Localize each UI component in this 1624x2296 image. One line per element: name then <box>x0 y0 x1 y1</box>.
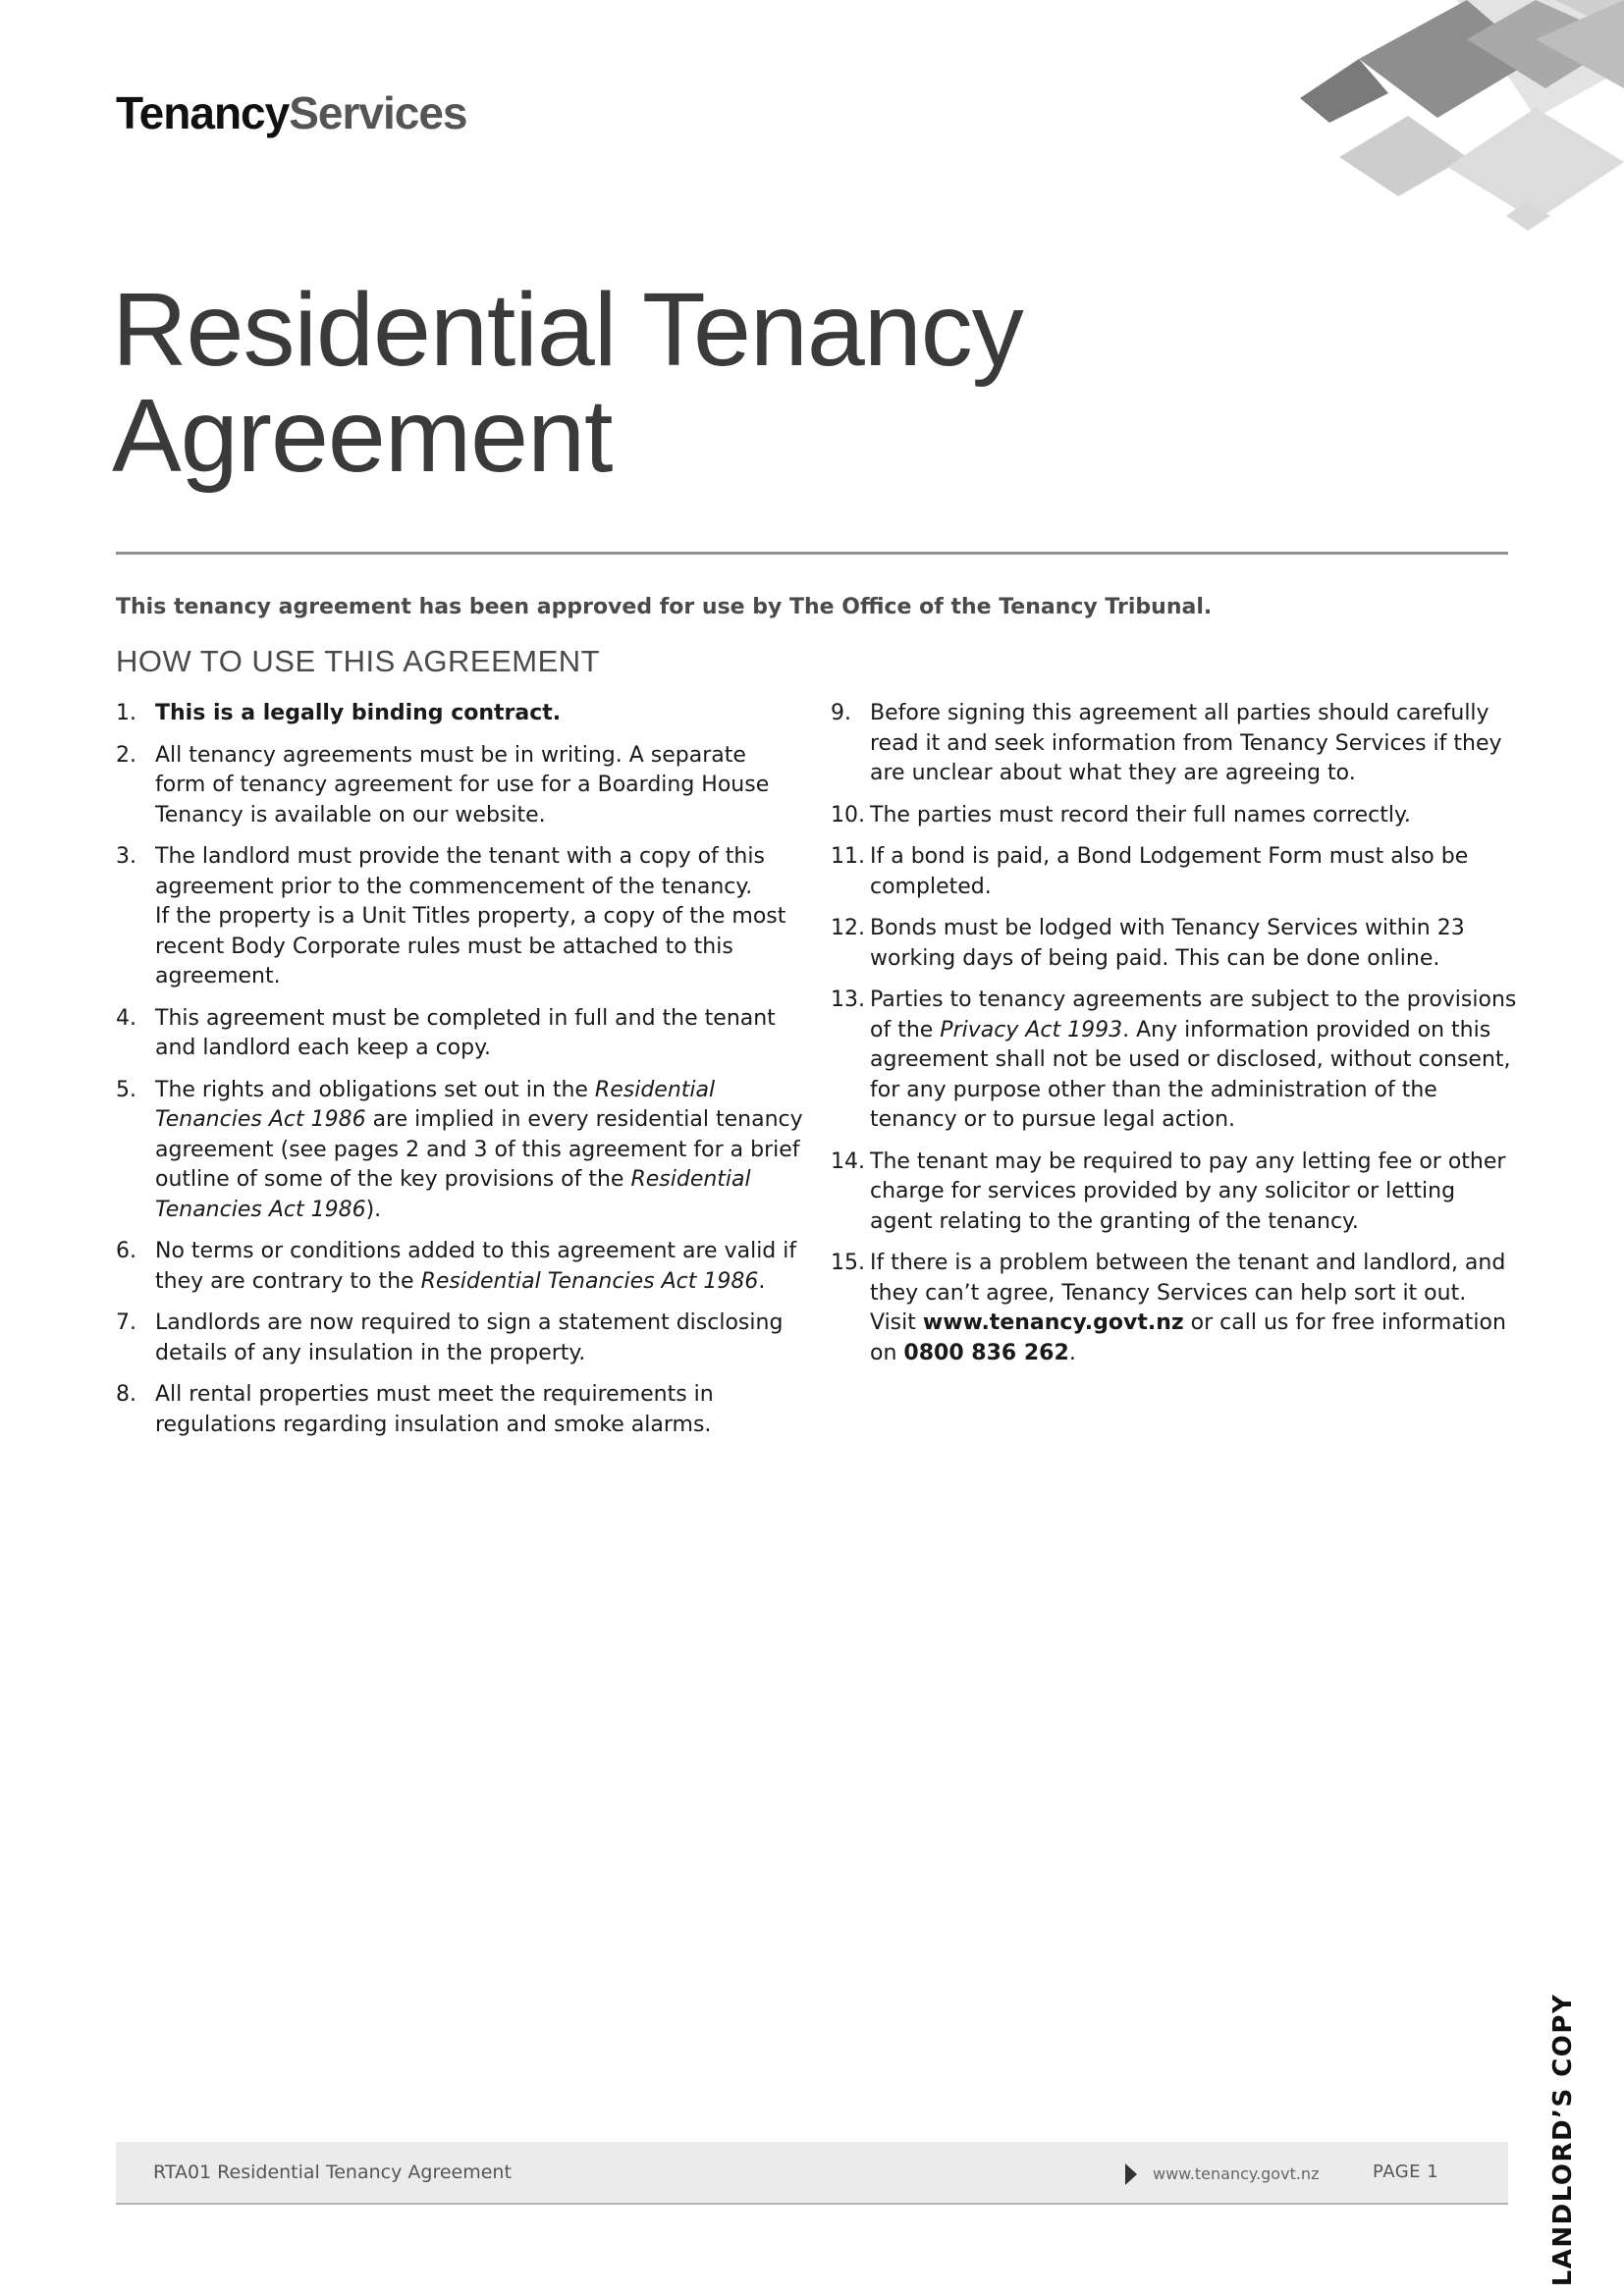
list-item-text <box>155 741 803 831</box>
instructions-list-left <box>116 699 803 1440</box>
list-item-number: 4. <box>116 1005 136 1031</box>
text-segment: . <box>1068 1340 1076 1365</box>
list-item <box>116 1380 803 1440</box>
bold-text: www.tenancy.govt.nz <box>922 1310 1184 1335</box>
list-item-text <box>870 986 1518 1136</box>
list-item-text <box>155 1380 803 1440</box>
footer-website-link[interactable]: www.tenancy.govt.nz <box>1153 2164 1320 2183</box>
list-item-text <box>155 1076 803 1226</box>
italic-text: Residential Tenancies Act 1986 <box>155 1077 716 1132</box>
list-item-number: 9. <box>831 701 851 725</box>
text-segment: If the property is a Unit Titles property, a copy of the most recent Body Corporate rules must be attached to this agreement. <box>155 904 786 988</box>
list-item <box>831 914 1518 974</box>
text-segment: ). <box>365 1197 382 1222</box>
title-divider <box>116 552 1508 555</box>
text-segment: All tenancy agreements must be in writing. A separate form of tenancy agreement for use for a Boarding House Tenancy is available on our website. <box>155 742 770 828</box>
text-segment: The rights and obligations set out in the <box>155 1077 595 1102</box>
list-item-text <box>870 1249 1518 1368</box>
list-item-number: 14. <box>831 1148 865 1174</box>
footer-page-number: PAGE 1 <box>1373 2162 1439 2182</box>
text-segment: All rental properties must meet the requirements in regulations regarding insulation and smoke alarms. <box>155 1382 714 1437</box>
copy-type-label-text: LANDLORD’S COPY <box>1548 1993 1578 2287</box>
list-item <box>831 1249 1518 1368</box>
footer-document-reference: RTA01 Residential Tenancy Agreement <box>153 2162 512 2183</box>
logo-text-tenancy: Tenancy <box>116 87 290 138</box>
list-item-text <box>155 842 803 992</box>
text-segment: The tenant may be required to pay any letting fee or other charge for services provided by any solicitor or letting agent relating to the granting of the tenancy. <box>870 1148 1506 1234</box>
logo-text-services: Services <box>289 87 467 138</box>
text-segment: Before signing this agreement all parties should carefully read it and seek information from Tenancy Services if they are unclear about what they are agreeing to. <box>870 701 1502 785</box>
list-item <box>831 986 1518 1136</box>
list-item <box>116 1237 803 1297</box>
text-segment: Landlords are now required to sign a statement disclosing details of any insulation in the property. <box>155 1310 784 1365</box>
list-item-number: 10. <box>831 802 865 828</box>
instructions-list-right <box>831 699 1518 1368</box>
list-item-number: 1. <box>116 701 136 725</box>
text-segment: If there is a problem between the tenant and landlord, and they can’t agree, Tenancy Services can help sort it out. Visit <box>870 1251 1506 1335</box>
text-segment: are implied in every residential tenancy agreement (see pages 2 and 3 of this agreement for a brief outline of some of the key provisions of the <box>155 1107 803 1192</box>
list-item-text <box>155 1237 803 1297</box>
list-item-number: 11. <box>831 844 865 869</box>
instructions-right-column <box>831 699 1518 1380</box>
list-item <box>831 699 1518 789</box>
list-item-text <box>870 842 1518 902</box>
list-item-text <box>870 1148 1518 1238</box>
text-segment: . <box>758 1268 766 1294</box>
list-item <box>831 842 1518 902</box>
text-segment: This agreement must be completed in full and the tenant and landlord each keep a copy. <box>155 1005 776 1060</box>
list-item-number: 3. <box>116 844 136 869</box>
italic-text: Residential Tenancies Act 1986 <box>420 1268 759 1294</box>
list-item-text <box>155 1308 803 1368</box>
section-heading: HOW TO USE THIS AGREEMENT <box>116 644 601 678</box>
list-item-text <box>870 699 1518 789</box>
list-item <box>116 1308 803 1368</box>
list-item-text <box>870 801 1518 831</box>
text-segment: Bonds must be lodged with Tenancy Services within 23 working days of being paid. This can be done online. <box>870 916 1465 971</box>
list-item-number: 7. <box>116 1310 136 1335</box>
list-item-number: 15. <box>831 1251 865 1275</box>
page-title-line1: Residential Tenancy <box>112 272 1023 388</box>
text-segment: Parties to tenancy agreements are subject to the provisions of the <box>870 988 1517 1042</box>
list-item <box>116 1076 803 1226</box>
text-segment: The parties must record their full names correctly. <box>870 802 1411 828</box>
list-item-text <box>155 1004 803 1064</box>
list-item-number: 5. <box>116 1077 136 1102</box>
list-item-number: 6. <box>116 1239 136 1263</box>
triangle-right-icon <box>1125 2163 1137 2185</box>
page-title <box>112 272 1388 494</box>
decorative-diamond-pattern <box>1212 0 1624 255</box>
list-item-number: 12. <box>831 916 865 940</box>
text-segment: The landlord must provide the tenant with a copy of this agreement prior to the commencement of the tenancy. <box>155 844 765 899</box>
text-segment: . Any information provided on this agreement shall not be used or disclosed, without consent, for any purpose other than the administration of the tenancy or to pursue legal action. <box>870 1017 1511 1132</box>
list-item-number: 8. <box>116 1382 136 1407</box>
italic-text: Privacy Act 1993 <box>940 1017 1123 1042</box>
list-item-text <box>870 914 1518 974</box>
page-footer <box>116 2142 1508 2205</box>
list-item <box>116 741 803 831</box>
list-item <box>116 842 803 992</box>
bold-text: 0800 836 262 <box>903 1340 1069 1365</box>
page-title-line2: Agreement <box>112 378 613 494</box>
list-item-number: 2. <box>116 742 136 768</box>
bold-text: This is a legally binding contract. <box>155 701 562 725</box>
italic-text: Residential Tenancies Act 1986 <box>155 1167 751 1222</box>
list-item-number: 13. <box>831 988 865 1012</box>
list-item <box>116 699 803 729</box>
text-segment: If a bond is paid, a Bond Lodgement Form must also be completed. <box>870 844 1469 899</box>
text-segment: or call us for free information on <box>870 1310 1506 1365</box>
list-item <box>831 1148 1518 1238</box>
approval-note: This tenancy agreement has been approved for use by The Office of the Tenancy Tribunal. <box>116 595 1213 619</box>
list-item <box>831 801 1518 831</box>
instructions-left-column <box>116 699 803 1452</box>
list-item <box>116 1004 803 1064</box>
list-item-text <box>155 699 803 729</box>
text-segment: No terms or conditions added to this agreement are valid if they are contrary to the <box>155 1239 797 1294</box>
tenancy-services-logo <box>116 87 467 138</box>
